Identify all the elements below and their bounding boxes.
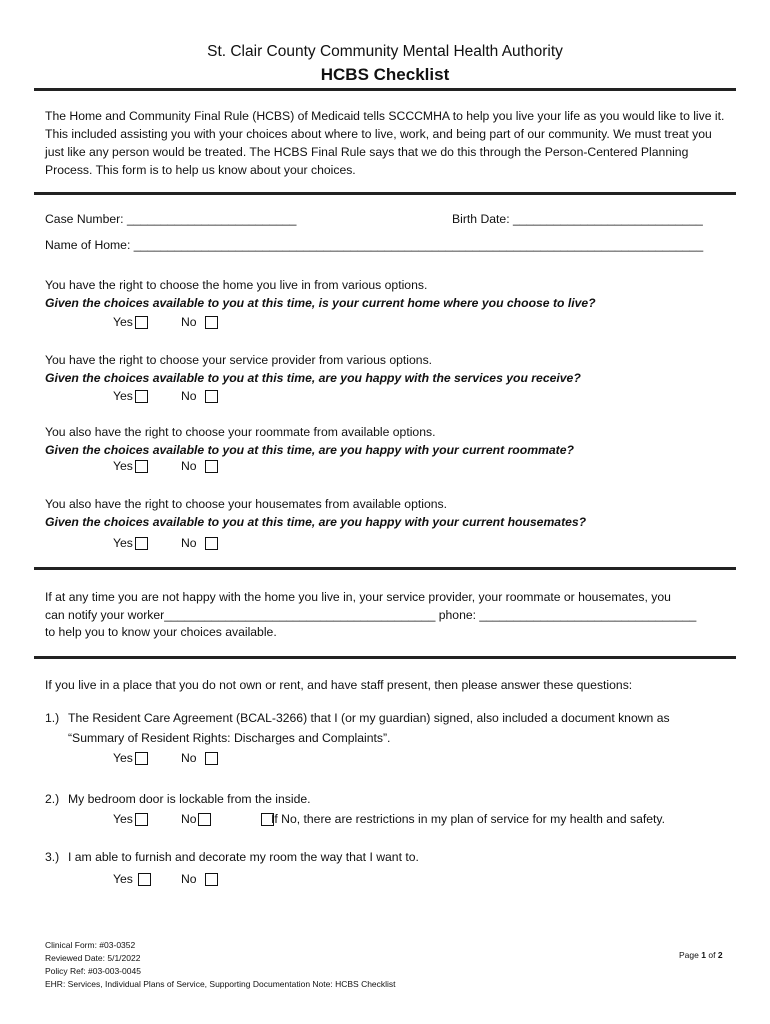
no-label: No [181, 389, 197, 403]
no-checkbox[interactable] [205, 460, 218, 473]
if-no-option[interactable] [261, 812, 665, 826]
intro-paragraph: The Home and Community Final Rule (HCBS) of Medicaid tells SCCCMHA to help you live your life as you would like to live it. This included assisting you with your choices about where to live, work, and being part of our community. We must treat you just like any person would be treated. The HCBS Final Rule says that we do this through the Person-Centered Planning Process. This form is to help us know about your choices. [45, 109, 725, 177]
birth-date-blank[interactable]: ____________________________ [512, 212, 703, 226]
yes-label: Yes [113, 389, 133, 403]
yes-checkbox[interactable] [135, 752, 148, 765]
footer-ehr: EHR: Services, Individual Plans of Service, Supporting Documentation Note: HCBS Checklist [45, 979, 396, 989]
page-title: HCBS Checklist [320, 65, 450, 84]
yes-option[interactable] [113, 751, 148, 765]
notify-worker-label: can notify your worker [45, 607, 165, 622]
footer-policy-ref: Policy Ref: #03-003-0045 [45, 966, 141, 976]
name-of-home-blank[interactable]: ____________________________________________________________________________________ [133, 238, 704, 252]
rights-question-roommate [45, 424, 574, 459]
yes-option[interactable] [113, 459, 148, 473]
yes-label: Yes [113, 315, 133, 329]
question-number: 3.) [45, 850, 60, 864]
intro-rule [34, 192, 736, 195]
page-of: of [708, 950, 716, 960]
notify-line: If at any time you are not happy with the home you live in, your service provider, your roommate or housemates, you [45, 590, 671, 604]
worker-blank[interactable]: ________________________________________ [164, 607, 436, 622]
rights-statement: You have the right to choose your service provider from various options. [45, 353, 433, 367]
yes-checkbox[interactable] [135, 813, 148, 826]
header-rule [34, 88, 736, 91]
no-checkbox[interactable] [205, 752, 218, 765]
no-option[interactable] [181, 812, 211, 826]
yes-option[interactable] [113, 812, 148, 826]
page-current: 1 [701, 950, 706, 960]
no-label: No [181, 459, 197, 473]
no-checkbox[interactable] [205, 390, 218, 403]
yes-checkbox[interactable] [138, 873, 151, 886]
rights-statement: You also have the right to choose your roommate from available options. [45, 425, 436, 439]
rights-statement: You also have the right to choose your housemates from available options. [45, 497, 447, 511]
yes-label: Yes [113, 751, 133, 765]
notify-paragraph [45, 589, 696, 642]
no-checkbox[interactable] [205, 316, 218, 329]
question-text: “Summary of Resident Rights: Discharges and Complaints”. [68, 731, 391, 745]
page-number [679, 950, 723, 960]
question-text: The Resident Care Agreement (BCAL-3266) that I (or my guardian) signed, also included a document known as [68, 711, 670, 725]
yes-checkbox[interactable] [135, 316, 148, 329]
no-checkbox[interactable] [198, 813, 211, 826]
yes-option[interactable] [113, 315, 148, 329]
footer-info [45, 939, 396, 991]
yes-label: Yes [113, 812, 133, 826]
if-no-label: If No, there are restrictions in my plan of service for my health and safety. [271, 812, 666, 826]
rights-question-text: Given the choices available to you at this time, is your current home where you choose to live? [45, 295, 596, 310]
no-label: No [181, 872, 197, 886]
rights-question-text: Given the choices available to you at this time, are you happy with the services you receive? [45, 370, 581, 385]
organization-name: St. Clair County Community Mental Health Authority [207, 43, 563, 60]
no-checkbox[interactable] [205, 537, 218, 550]
yes-label: Yes [113, 459, 133, 473]
no-label: No [181, 812, 197, 826]
no-option[interactable] [181, 536, 218, 550]
no-label: No [181, 536, 197, 550]
rights-statement: You have the right to choose the home you live in from various options. [45, 278, 428, 292]
yes-label: Yes [113, 872, 133, 886]
section-rule [34, 656, 736, 659]
yes-option[interactable] [113, 536, 148, 550]
no-label: No [181, 315, 197, 329]
yes-checkbox[interactable] [135, 460, 148, 473]
yes-label: Yes [113, 536, 133, 550]
birth-date-label: Birth Date: [452, 212, 510, 226]
staff-intro: If you live in a place that you do not own or rent, and have staff present, then please answer these questions: [45, 678, 633, 692]
no-checkbox[interactable] [205, 873, 218, 886]
yes-checkbox[interactable] [135, 537, 148, 550]
no-label: No [181, 751, 197, 765]
yes-option[interactable] [113, 872, 151, 886]
no-option[interactable] [181, 872, 218, 886]
question-text: My bedroom door is lockable from the inside. [68, 792, 311, 806]
page-total: 2 [717, 950, 723, 960]
question-number: 2.) [45, 792, 60, 806]
footer-reviewed-date: Reviewed Date: 5/1/2022 [45, 953, 141, 963]
no-option[interactable] [181, 315, 218, 329]
case-number-blank[interactable]: _________________________ [126, 212, 297, 226]
no-option[interactable] [181, 389, 218, 403]
page-label: Page [679, 950, 699, 960]
name-of-home-field[interactable] [45, 238, 703, 252]
notify-line: to help you to know your choices available. [45, 625, 277, 639]
name-of-home-label: Name of Home: [45, 238, 131, 252]
footer-clinical-form: Clinical Form: #03-0352 [45, 940, 136, 950]
phone-label: phone: [438, 607, 477, 622]
case-number-label: Case Number: [45, 212, 124, 226]
yes-option[interactable] [113, 389, 148, 403]
case-number-field[interactable] [45, 212, 296, 226]
no-option[interactable] [181, 751, 218, 765]
rights-question-provider [45, 352, 581, 387]
section-rule [34, 567, 736, 570]
rights-question-text: Given the choices available to you at this time, are you happy with your current housemates? [45, 514, 587, 529]
rights-question-text: Given the choices available to you at this time, are you happy with your current roommate? [45, 442, 574, 457]
birth-date-field[interactable] [452, 212, 703, 226]
question-number: 1.) [45, 711, 60, 725]
question-text: I am able to furnish and decorate my room the way that I want to. [68, 850, 419, 864]
no-option[interactable] [181, 459, 218, 473]
notify-worker-line [45, 607, 696, 625]
phone-blank[interactable]: ________________________________ [479, 607, 697, 622]
rights-question-home [45, 277, 596, 312]
rights-question-housemates [45, 496, 586, 531]
yes-checkbox[interactable] [135, 390, 148, 403]
